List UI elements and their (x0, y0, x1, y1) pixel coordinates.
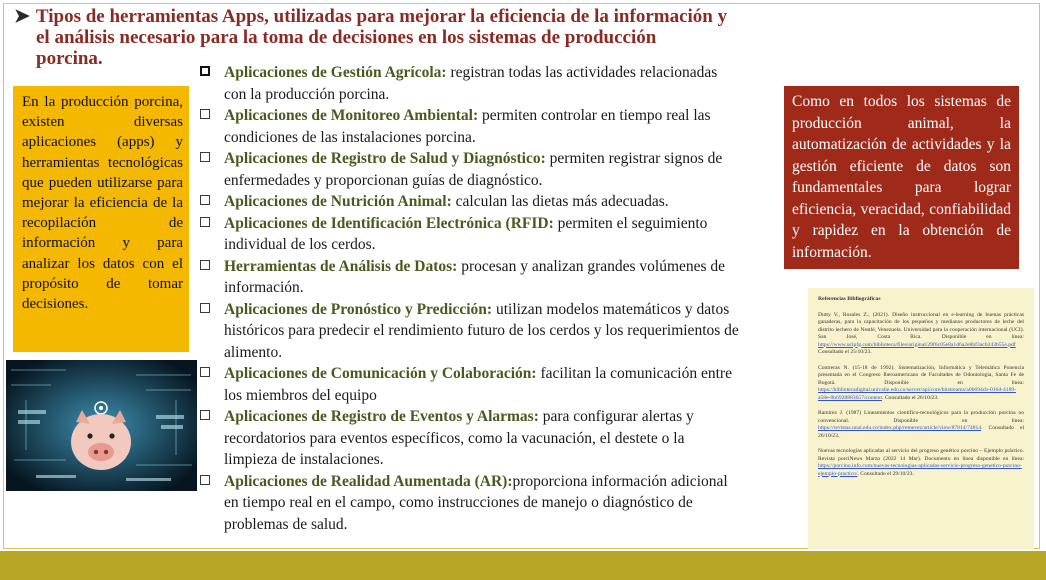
app-desc: proporciona información adicional en tiempo real en el campo, como instrucciones de manejo o diagnóstico de problemas de salud. (224, 472, 728, 533)
checkbox-bullet-icon (200, 217, 210, 227)
reference-item (818, 410, 1024, 440)
arrow-bullet-icon: ➤ (14, 6, 30, 27)
app-term: Aplicaciones de Realidad Aumentada (AR): (224, 472, 513, 490)
app-desc: procesan y analizan grandes volúmenes de información. (224, 257, 726, 296)
reference-link[interactable]: https://bibliotecadigital.univalle.edu.co/server/api/core/bitstreams/a0b694cb-016d-4189-a58e-8b6928883657/content (818, 387, 1017, 401)
reference-item (818, 312, 1024, 357)
app-term: Herramientas de Análisis de Datos: (224, 257, 458, 275)
conclusion-box: Como en todos los sistemas de producción animal, la automatización de actividades y la gestión eficiente de datos son fundamentales para lograr eficiencia, veracidad, confiabilidad y rapidez en la obtención de información. (784, 86, 1019, 269)
checkbox-bullet-icon (200, 367, 210, 377)
list-item (198, 471, 740, 536)
reference-text: Nuevas tecnologías aplicadas al servicio del progreso genético porcino – Ejemplo práctico. Revista porciNews Marzo (2022 14 Mar). Documento en línea disponible en línea: (818, 448, 1024, 462)
app-term: Aplicaciones de Registro de Salud y Diagnóstico: (224, 150, 546, 167)
checkbox-bullet-icon (200, 303, 210, 313)
list-item (198, 256, 740, 299)
checkbox-bullet-icon (200, 152, 210, 162)
references-title: Referencias Bibliográficas (818, 296, 881, 302)
app-desc: calculan las dietas más adecuadas. (451, 193, 669, 210)
list-item (198, 191, 740, 213)
reference-text: Ramírez J. (1987) Lineamientos científico-tecnológicos para la producción porcina no convencional. Disponible en línea: (818, 410, 1024, 424)
list-item (198, 213, 740, 256)
reference-link[interactable]: https://www.ucipfg.com/biblioteca/files/original/29f6c05e8a1d6a2e8bf3acb243b55e.pdf (818, 341, 1016, 348)
reference-item (818, 365, 1024, 403)
app-desc: facilitan la comunicación entre los miembros del equipo (224, 365, 732, 404)
checkbox-bullet-icon (200, 195, 210, 205)
app-term: Aplicaciones de Nutrición Animal: (224, 193, 452, 210)
list-item (198, 62, 740, 105)
reference-consulted: . Consultado el 26/10/23. (818, 425, 1024, 439)
app-desc: permiten el seguimiento individual de los cerdos. (224, 214, 708, 253)
app-desc: para configurar alertas y recordatorios para eventos específicos, como la vacunación, el destete o la limpieza de instalaciones. (224, 408, 694, 468)
checkbox-bullet-icon (200, 475, 210, 485)
app-term: Aplicaciones de Comunicación y Colaboración: (224, 365, 537, 382)
list-item (198, 299, 740, 364)
app-desc: registran todas las actividades relacionadas con la producción porcina. (224, 64, 718, 103)
reference-link[interactable]: https://revistas.unal.edu.co/index.php/remevez/article/view/87814/74814 (818, 425, 982, 431)
app-term: Aplicaciones de Monitoreo Ambiental: (224, 107, 479, 124)
app-term: Aplicaciones de Pronóstico y Predicción: (224, 300, 493, 318)
app-desc: utilizan modelos matemáticos y datos históricos para predecir el rendimiento futuro de los cerdos y los requerimientos de alimento. (224, 300, 739, 361)
title-line-1: Tipos de herramientas Apps, utilizadas para mejorar la eficiencia de la información y (35, 6, 728, 27)
checkbox-bullet-icon (200, 260, 210, 270)
title-line-2: el análisis necesario para la toma de decisiones en los sistemas de producción (36, 27, 657, 48)
apps-list (198, 62, 740, 535)
page-title (14, 6, 934, 69)
intro-box: En la producción porcina, existen diversas aplicaciones (apps) y herramientas tecnológicas que pueden utilizarse para mejorar la eficiencia de la recopilación de información y para analizar los datos con el propósito de tomar decisiones. (13, 86, 189, 352)
reference-consulted: Consultado el 25/10/23. (818, 349, 872, 355)
app-term: Aplicaciones de Registro de Eventos y Alarmas: (224, 408, 539, 425)
footer-bar (0, 551, 1046, 580)
reference-item (818, 448, 1024, 478)
reference-text: Contreras N. (15-18 de 1992). Sistematización, Informática y Telemática Ponencia presentada en el Congreso Iberoamericano de Facultades de Odontología, Santa Fe de Bogotá. Disponible en línea: (818, 364, 1024, 386)
references-box (808, 288, 1034, 550)
app-term: Aplicaciones de Identificación Electrónica (RFID: (224, 214, 554, 232)
list-item (198, 363, 740, 406)
tech-pig-illustration (6, 360, 197, 491)
checkbox-bullet-icon (200, 66, 210, 76)
reference-consulted: . Consultado el 29/10/23. (857, 470, 914, 477)
checkbox-bullet-icon (200, 410, 210, 420)
app-desc: permiten controlar en tiempo real las condiciones de las instalaciones porcina. (224, 107, 711, 146)
app-desc: permiten registrar signos de enfermedades y proporcionan guías de diagnóstico. (224, 150, 723, 189)
tech-pig-image (6, 360, 197, 491)
title-line-3: porcina. (36, 48, 103, 69)
checkbox-bullet-icon (200, 109, 210, 119)
reference-link[interactable]: https://porcino.info.com/nuevas-tecnologias-aplicadas-servicio-progreso-genetico-porcino-ejemplo-practico/ (818, 463, 1022, 477)
reference-consulted: . Consultado el 26/10/23. (882, 394, 939, 401)
app-term: Aplicaciones de Gestión Agrícola: (224, 64, 447, 81)
list-item (198, 148, 740, 191)
reference-text: Dutty V., Rosales Z., (2021). Diseño instruccional en e-learning de buenas prácticas ganaderas, para la capacitación de los pequeños y medianos productores de leche del distrito lechero de Nestlé, Venezuela. Universidad para la cooperación internacional (UCI). San José, Costa Rica. Disponible en línea: (818, 311, 1024, 340)
list-item (198, 105, 740, 148)
list-item (198, 406, 740, 471)
